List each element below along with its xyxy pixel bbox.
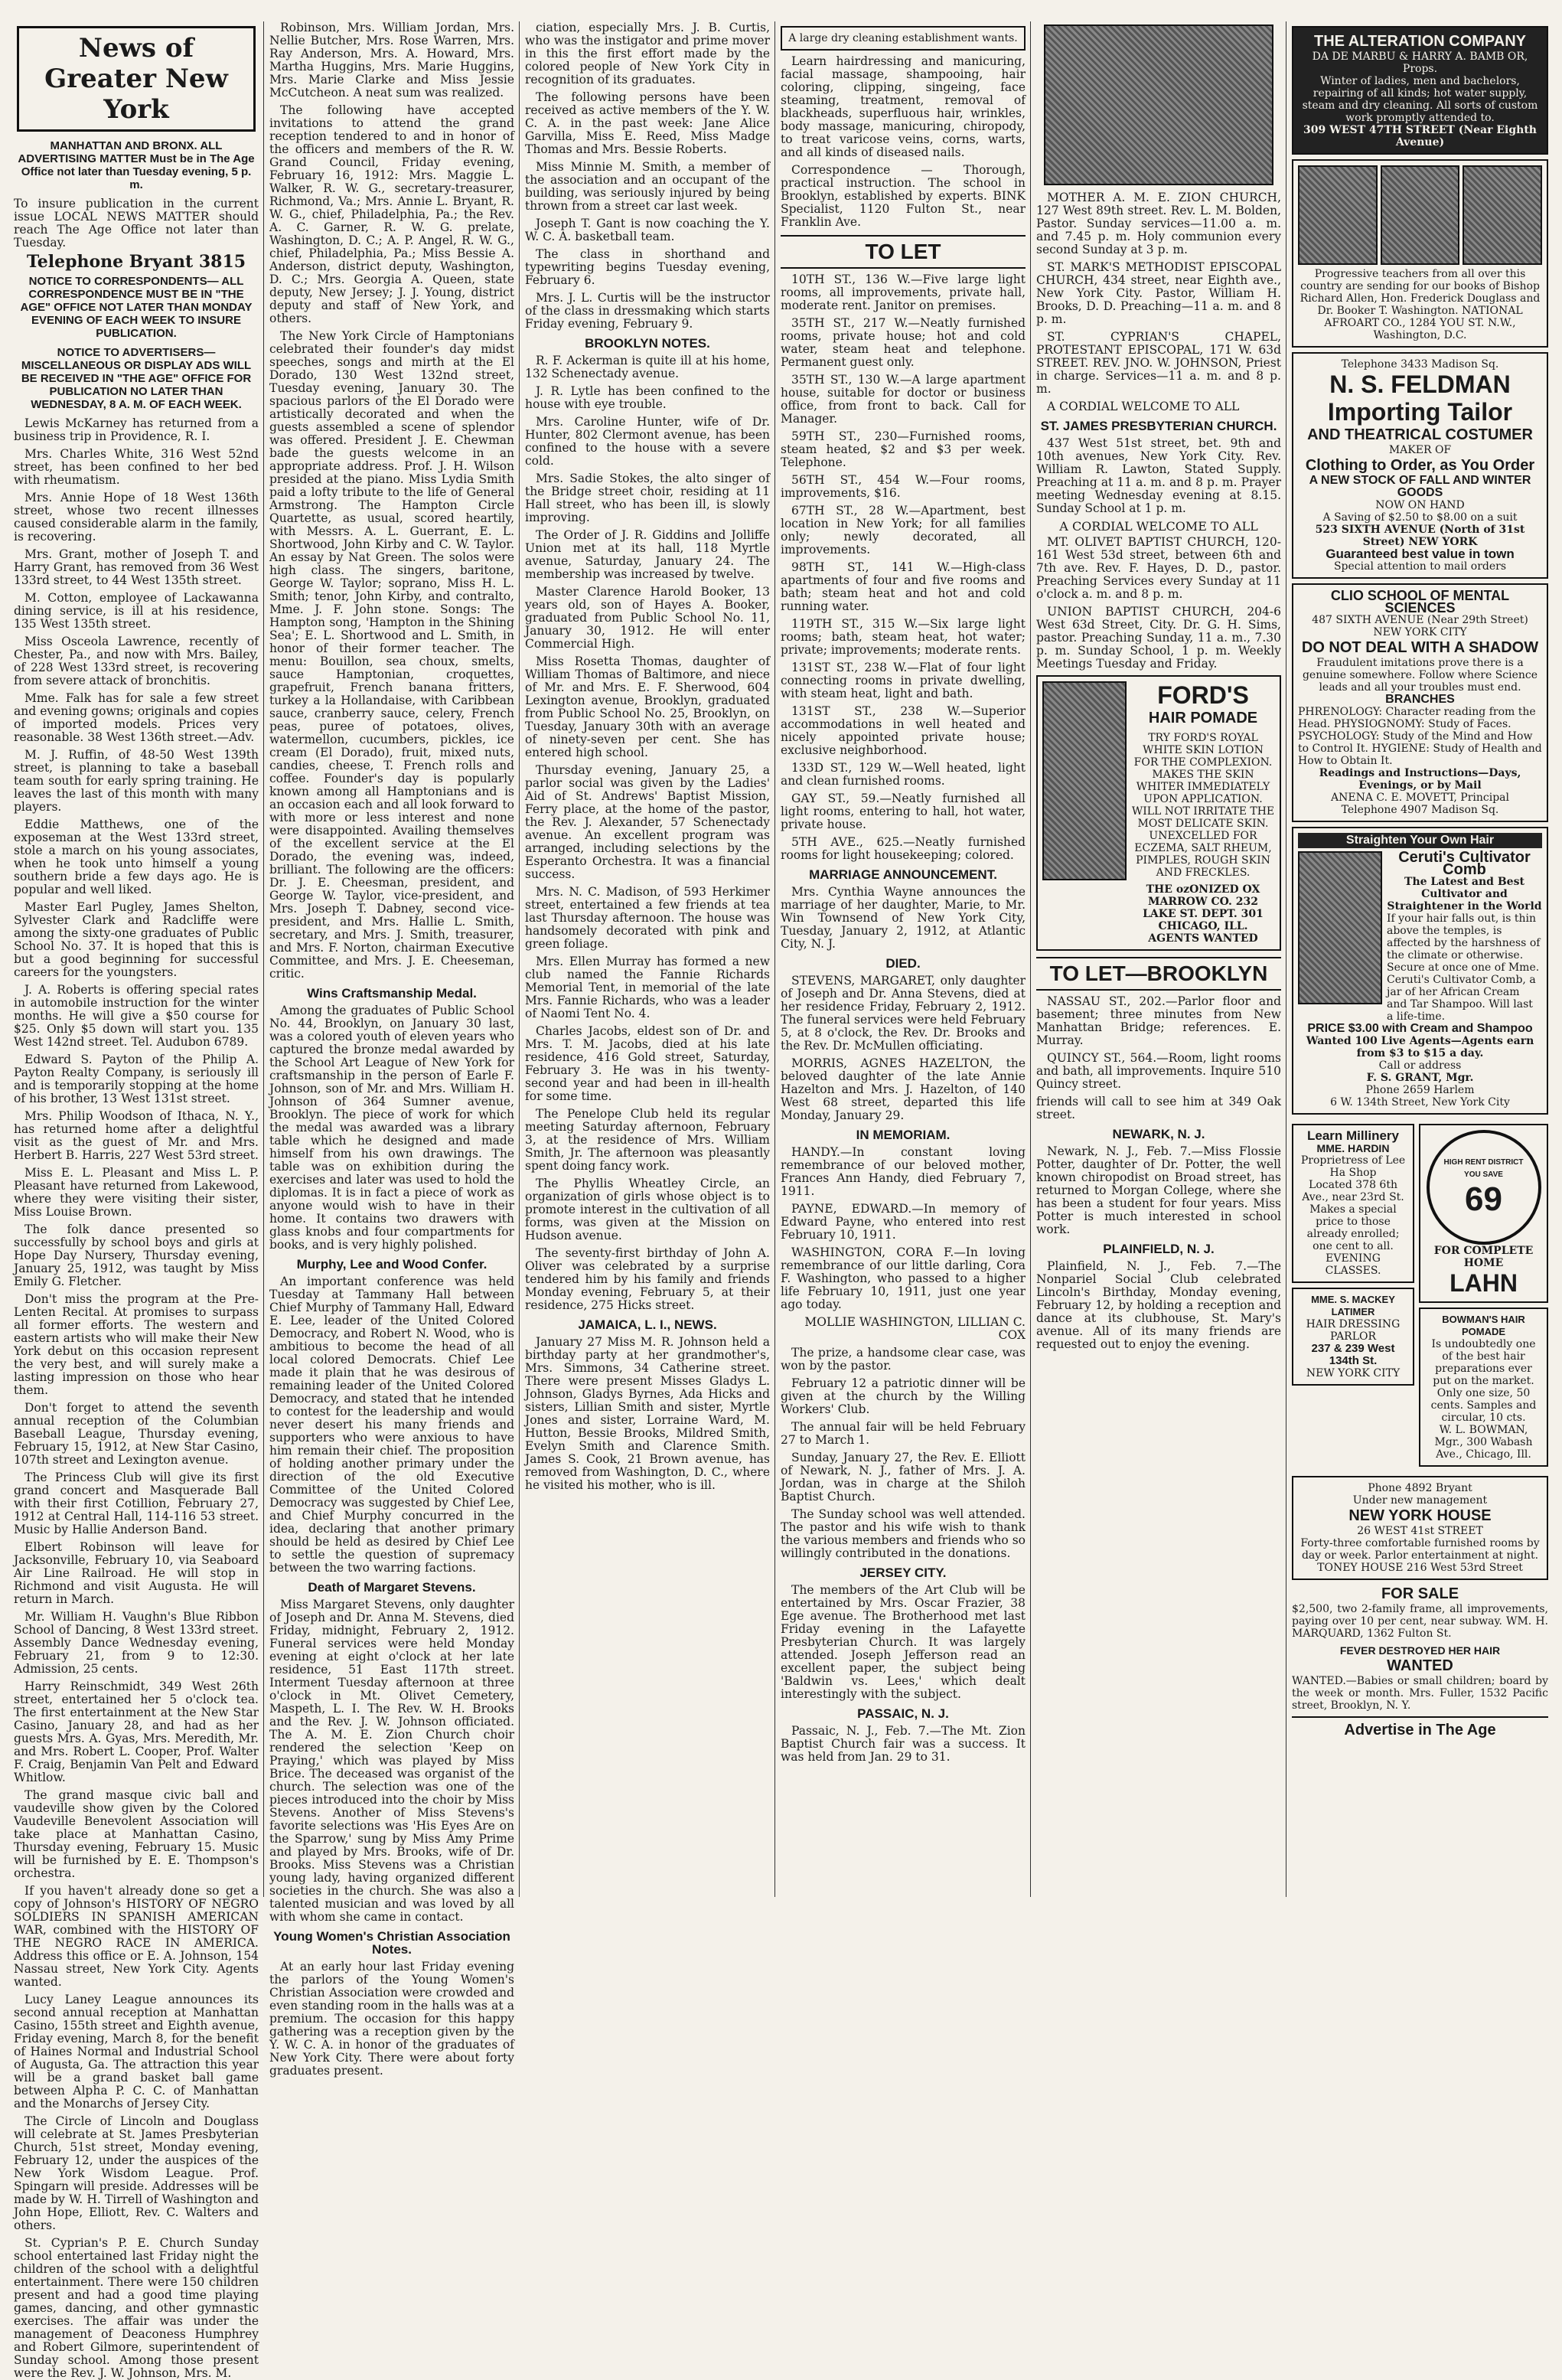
fords-body: TRY FORD'S ROYAL WHITE SKIN LOTION FOR THE COMPLEXION. MAKES THE SKIN WHITER IMMEDIATELY UPON APPLICATION. WILL NOT IRRITATE THE MOST DELICATE SKIN. UNEXCELLED FOR ECZEMA, SALT RHEUM, PIMPLES, ROUGH SKIN AND FRECKLES. <box>1131 732 1275 879</box>
church-notice: A CORDIAL WELCOME TO ALL <box>1047 400 1240 413</box>
latimer-city: NEW YORK CITY <box>1306 1367 1401 1379</box>
memoriam-item: WASHINGTON, CORA F.—In loving remembrance of our little darling, Cora F. Washington, who passed to a higher life February 10, 1911, just one year ago today. <box>781 1246 1026 1311</box>
tolet-listing: NASSAU ST., 202.—Parlor floor and basement; three minutes from New Manhattan Bridge; references. E. Murray. <box>1036 994 1281 1047</box>
story-plainfield: Plainfield, N. J., Feb. 7.—The Nonpariel Social Club celebrated Lincoln's Birthday, Monday evening, February 12, by holding a reception and dance at its clubhouse, St. Mary's avenue. All of its many friends are requested out to enjoy the evening. <box>1036 1259 1281 1351</box>
story-jamaica: January 27 Miss M. R. Johnson held a birthday party at her grandmother's, Mrs. Simmons, 34 Catherine street. There were present Misses Gladys L. Johnson, Gladys Byrnes, Ada Hicks and sisters, Lillian Smith and sister, Myrtle Jones and sister, Lorraine Ward, M. Hutton, Bessie Brooks, Mildred Smith, Evelyn Smith and Clarence Smith. James S. Cook, 21 Brown avenue, has removed from Washington, D. C., where he visited his mother, who is ill. <box>525 1335 770 1492</box>
nyh-addr: 26 WEST 41st STREET <box>1357 1525 1483 1537</box>
alteration-body: Winter of ladies, men and bachelors, repairing of all kinds; hot water supply, steam and dry cleaning. All sorts of custom work promptly attended to. <box>1302 75 1538 124</box>
feldman-special: Special attention to mail orders <box>1333 560 1507 573</box>
tolet-listing: 35TH ST., 217 W.—Neatly furnished rooms, private house; hot and cold water, steam heat and telephone. Permanent guest only. <box>781 316 1026 369</box>
news-item: Mrs. J. L. Curtis will be the instructor of the class in dressmaking which starts Friday evening, February 9. <box>525 291 770 331</box>
news-item: Lewis McKarney has returned from a business trip in Providence, R. I. <box>14 416 259 443</box>
news-item: The New York Circle of Hamptonians celebrated their founder's day midst speeches, songs and mirth at the El Dorado, 130 West 132nd street, Tuesday evening, January 30. The spacious parlors of the El Dorado were artistically decorated and when the guests assembled a scene of splendor was offered. President J. E. Chewman bade the guests welcome in an appropriate address. Prof. J. H. Wilson presided at the piano. Miss Lydia Smith paid a lofty tribute to the life of General Armstrong. The Hampton Circle Quartette, as usual, scored heartily, with Messrs. A. L. Guerrant, E. L. Shortwood, John Kirby and C. W. Taylor. An essay by Nat Green. The solos were high class. The singers, baritone, George W. Taylor; soprano, Miss H. L. Smith; tenor, John Kirby, and contralto, Mme. J. F. John stone. Songs: The Hampton song, 'Hampton in the Shining Sea'; E. L. Shortwood and L. Smith, in honor of their former teacher. The menu: Bouillon, sea choux, smelts, sauce Hamptonian, croquettes, grapefruit, French banana fritters, turkey a la Hollandaise, with Caribbean sauce, cranberry sauce, celery, French peas, puree of potatoes, olives, watermellon, cucumbers, pickles, ice cream (El Dorado), fruit, mixed nuts, candies, cheese, T. French rolls and coffee. Founder's day is popularly known among all Hamptonians and is an occasion each and all look forward to with more or less interest and none were disappointed. Availing themselves of the excellent service at the El Dorado, the evening was, indeed, brilliant. The following are the officers: Dr. J. E. Cheesman, president, and George W. Taylor, vice-president, and Mrs. Joseph T. Dabney, second vice-president, and Mrs. Hallie L. Smith, secretary, and Mrs. J. Smith, treasurer, and Mrs. F. Norton, chairman Executive Committee, and Mrs. J. E. Cheeseman, critic. <box>269 329 514 981</box>
fever-headline: FEVER DESTROYED HER HAIR <box>1339 1644 1501 1657</box>
died-item: STEVENS, MARGARET, only daughter of Joseph and Dr. Anna Stevens, died at her residence Friday, February 2, 1912. The funeral services were held February 5, at 8 o'clock, the Rev. Dr. Brooks and the Rev. Dr. McMullen officiating. <box>781 974 1026 1053</box>
heading-passaic: PASSAIC, N. J. <box>857 1706 949 1721</box>
news-item: Edward S. Payton of the Philip A. Payton Realty Company, is seriously ill and is temporarily stopping at the home of his brother, 13 West 131st street. <box>14 1053 259 1105</box>
column-rule <box>263 21 264 1897</box>
story-marriage: Mrs. Cynthia Wayne announces the marriage of her daughter, Marie, to Mr. Win Townsend of New York City, Tuesday, January 2, 1912, at Atlantic City, N. J. <box>781 885 1026 951</box>
news-item: Miss Osceola Lawrence, recently of Chester, Pa., and now with Mrs. Bailey, of 228 West 133rd street, is recovering from severe attack of bronchitis. <box>14 635 259 687</box>
fords-portrait <box>1042 681 1127 880</box>
clio-branches: BRANCHES <box>1385 693 1455 706</box>
clio-address: 487 SIXTH AVENUE (Near 29th Street) NEW YORK CITY <box>1312 614 1528 638</box>
news-item: Don't miss the program at the Pre-Lenten Recital. At promises to surpass all former efforts. The western and eastern artists who will make their New York debut on this occasion represent the very best, and will surely make a lasting impression on those who hear them. <box>14 1292 259 1397</box>
tolet-listing: 67TH ST., 28 W.—Apartment, best location in New York; for all families only; newly decorated, all improvements. <box>781 504 1026 557</box>
nyh-phone: Phone 4892 Bryant <box>1368 1482 1472 1494</box>
alteration-owners: DA DE MARBU & HARRY A. BAMB OR, Props. <box>1312 51 1528 75</box>
church-notices <box>1036 191 1281 413</box>
heading-murphy: Murphy, Lee and Wood Confer. <box>296 1257 488 1272</box>
tolet-listing: 131ST ST., 238 W.—Superior accommodations in well heated and nicely appointed private house; exclusive neighborhood. <box>781 704 1026 757</box>
alteration-address: 309 WEST 47TH STREET (Near Eighth Avenue) <box>1303 124 1537 149</box>
ad-afroart <box>1292 159 1548 348</box>
column-rule <box>519 21 520 1897</box>
tolet-listing: 59TH ST., 230—Furnished rooms, steam heated, $2 and $3 per week. Telephone. <box>781 429 1026 469</box>
clio-headline: DO NOT DEAL WITH A SHADOW <box>1301 639 1539 656</box>
column-1 <box>14 21 259 2380</box>
hardin-prop: Proprietress of Lee Ha Shop <box>1300 1154 1406 1179</box>
heading-memoriam: IN MEMORIAM. <box>856 1128 951 1142</box>
nyh-mgmt: Under new management <box>1352 1494 1488 1507</box>
tolet-listing: 119TH ST., 315 W.—Six large light rooms; bath, steam heat, hot water; private; improvements; moderate rents. <box>781 617 1026 657</box>
news-item: The class in shorthand and typewriting begins Tuesday evening, February 6. <box>525 247 770 287</box>
ceruti-contact: F. S. GRANT, Mgr. <box>1366 1072 1474 1084</box>
tolet-listing: 131ST ST., 238 W.—Flat of four light connecting rooms in private dwelling, with steam heat, light and bath. <box>781 661 1026 700</box>
col1-news-items <box>14 417 259 2380</box>
heading-newark: NEWARK, N. J. <box>1112 1127 1205 1141</box>
ceruti-tagline: Straighten Your Own Hair <box>1298 833 1542 848</box>
clio-body: Fraudulent imitations prove there is a genuine somewhere. Follow where Science leads and all your troubles must end. <box>1302 657 1538 694</box>
brooklyn-item: The Penelope Club held its regular meeting Saturday afternoon, February 3, at the residence of Mrs. William Smith, Jr. The afternoon was pleasantly spent doing fancy work. <box>525 1107 770 1173</box>
news-item: Miss E. L. Pleasant and Miss L. P. Pleasant have returned from Lakewood, where they were visiting their sister, Miss Louise Brown. <box>14 1166 259 1219</box>
notice-correspondents: NOTICE TO CORRESPONDENTS— ALL CORRESPONDENCE MUST BE IN "THE AGE" OFFICE NOT LATER THAN MONDAY EVENING OF EACH WEEK TO INSURE PUBLICATION. <box>20 275 253 340</box>
lahn-price: 69 <box>1465 1180 1502 1218</box>
brooklyn-item: The Order of J. R. Giddins and Jolliffe Union met at its hall, 118 Myrtle avenue, Saturday, January 24. The membership was increased by twelve. <box>525 528 770 581</box>
portrait-2 <box>1381 165 1460 265</box>
story-stjames: 437 West 51st street, bet. 9th and 10th avenues, New York City. Rev. William R. Lawton, Stated Supply. Preaching at 11 a. m. and 8 p. m. Prayer meeting Wednesday evening at 8.15. Sunday School at 1 p. m. <box>1036 436 1281 515</box>
ceruti-portrait <box>1298 851 1382 1004</box>
brooklyn-item: Charles Jacobs, eldest son of Dr. and Mrs. T. M. Jacobs, died at his late residence, 416 Gold street, Saturday, February 3. He was in his twenty-second year and had been in ill-health for some time. <box>525 1024 770 1103</box>
notice-advertisers: NOTICE TO ADVERTISERS—MISCELLANEOUS OR DISPLAY ADS WILL BE RECEIVED IN "THE AGE" OFFICE FOR PUBLICATION NO LATER THAN WEDNESDAY, 8 A. M. OF EACH WEEK. <box>21 346 252 411</box>
ad-lahn <box>1419 1124 1548 1303</box>
fords-subtitle: HAIR POMADE <box>1148 710 1258 726</box>
story-newark: Newark, N. J., Feb. 7.—Miss Flossie Potter, daughter of Dr. Potter, the well known chiropodist on Broad street, has returned to Morgan College, where she has been a student for four years. Miss Potter is much interested in school work. <box>1036 1144 1281 1236</box>
lahn-circle-text: HIGH RENT DISTRICT YOU SAVE <box>1443 1158 1524 1179</box>
news-item: Mrs. Philip Woodson of Ithaca, N. Y., has returned home after a delightful visit as the guest of Mr. and Mrs. Herbert B. Harris, 227 West 53rd street. <box>14 1109 259 1162</box>
ceruti-sub: The Latest and Best Cultivator and Straightener in the World <box>1387 876 1542 912</box>
portrait-1 <box>1298 165 1378 265</box>
ceruti-agents: Wanted 100 Live Agents—Agents earn from $3 to $15 a day. <box>1306 1035 1534 1059</box>
heading-wins: Wins Craftsmanship Medal. <box>307 986 477 1001</box>
news-item: Harry Reinschmidt, 349 West 26th street, entertained her 5 o'clock tea. The first entertainment at the New Star Casino, January 28, and had as her guests Mrs. A. Gyas, Mrs. Meredith, Mr. and Mrs. Robert L. Cooper, Prof. Walter F. Craig, Benjamin Van Pelt and Edward Whitlow. <box>14 1680 259 1784</box>
tolet-listing: 133D ST., 129 W.—Well heated, light and clean furnished rooms. <box>781 761 1026 788</box>
brooklyn-item: Mrs. Sadie Stokes, the alto singer of the Bridge street choir, residing at 11 Hall street, who has been ill, is slowly improving. <box>525 472 770 524</box>
brooklyn-item: Mrs. N. C. Madison, of 593 Herkimer street, entertained a few friends at tea last Thursday afternoon. The house was handsomely decorated with pink and green foliage. <box>525 885 770 951</box>
heading-tolet: TO LET <box>781 235 1026 269</box>
ad-latimer <box>1292 1288 1414 1386</box>
feldman-name: N. S. FELDMAN <box>1329 371 1511 398</box>
heading-tolet-brooklyn: TO LET—BROOKLYN <box>1036 957 1281 991</box>
hardin-title: Learn Millinery <box>1307 1128 1399 1143</box>
memoriam-signature: MOLLIE WASHINGTON, LILLIAN C. COX <box>804 1315 1026 1342</box>
news-item: Elbert Robinson will leave for Jacksonville, February 10, via Seaboard Air Line Railroad. He will stop in Richmond and visit Augusta. He will return in March. <box>14 1540 259 1606</box>
feldman-now: NOW ON HAND <box>1375 499 1465 511</box>
news-item: Correspondence — Thorough, practical instruction. The school in Brooklyn, established by experts. BINK Specialist, 1120 Fulton St., near Franklin Ave. <box>781 163 1026 229</box>
news-item: The Sunday school was well attended. The pastor and his wife wish to thank the various members and friends who so willingly contributed in the donations. <box>781 1507 1026 1560</box>
story-ywca: At an early hour last Friday evening the parlors of the Young Women's Christian Association were crowded and even standing room in the halls was at a premium. The occasion for this happy gathering was a reception given by the Y. W. C. A. in honor of the graduates of New York City. There were about forty graduates present. <box>269 1960 514 2078</box>
quincy-note: friends will call to see him at 349 Oak street. <box>1036 1095 1281 1121</box>
ceruti-call: Call or address <box>1378 1059 1462 1072</box>
col4-hairdressing-items <box>781 55 1026 229</box>
notice-union: UNION BAPTIST CHURCH, 204-6 West 63d Street, City. Dr. G. H. Sims, pastor. Preaching Sunday, 11 a. m., 7.30 p. m. Sunday School, 1 p. m. Weekly Meetings Tuesday and Friday. <box>1036 605 1281 671</box>
col4-lower-items <box>781 1347 1026 1560</box>
tolet-brooklyn-listings <box>1036 995 1281 1091</box>
news-item: The following have accepted invitations to attend the grand reception tendered to and in honor of the officers and members of the R. W. Grand Council, Friday evening, February 16, 1912: Mrs. Maggie L. Walker, R. W. G., secretary-treasurer, Richmond, Va.; Mrs. Annie L. Bryant, R. W. G., chief, Philadelphia, Pa.; the Rev. A. C. Garner, R. W. G. prelate, Washington, D. C.; A. P. Angel, R. W. G., chief, Philadelphia, Pa.; Miss Bessie A. Anderson, district deputy, Washington, D. C.; Mrs. Georgia A. Queen, state deputy, New Jersey; J. J. Young, district deputy and staff of New York, and others. <box>269 103 514 325</box>
masthead-title: News of Greater New York <box>44 33 228 125</box>
hardin-name: MME. HARDIN <box>1316 1142 1390 1154</box>
news-item: Eddie Matthews, one of the exposeman at the West 133rd street, stole a march on his young associates, when he took unto himself a young southern bride a few days ago. He is popular and well liked. <box>14 818 259 896</box>
fords-address: THE ozONIZED OX MARROW CO. 232 LAKE ST. DEPT. 301 CHICAGO, ILL. AGENTS WANTED <box>1143 883 1264 945</box>
wanted-title: WANTED <box>1387 1657 1453 1674</box>
ad-clio-school <box>1292 583 1548 822</box>
feldman-stock: A NEW STOCK OF FALL AND WINTER GOODS <box>1309 474 1531 499</box>
lahn-circle <box>1427 1130 1541 1245</box>
news-item: Mr. William H. Vaughn's Blue Ribbon School of Dancing, 8 West 133rd street. Assembly Dance Wednesday evening, February 21, from 9 to 12:30. Admission, 25 cents. <box>14 1610 259 1676</box>
heading-marriage: MARRIAGE ANNOUNCEMENT. <box>809 867 997 882</box>
bowman-addr: W. L. BOWMAN, Mgr., 300 Wabash Ave., Chicago, Ill. <box>1434 1424 1533 1461</box>
forsale-body: $2,500, two 2-family frame, all improvements, paying over 10 per cent, near subway. WM. H. MARQUARD, 1362 Fulton St. <box>1292 1603 1548 1640</box>
tolet-listing: 5TH AVE., 625.—Neatly furnished rooms for light housekeeping; colored. <box>781 835 1026 862</box>
feldman-phone: Telephone 3433 Madison Sq. <box>1341 358 1499 371</box>
clio-readings: Readings and Instructions—Days, Evenings, or by Mail <box>1319 767 1521 792</box>
feldman-guarantee: Guaranteed best value in town <box>1326 547 1515 561</box>
church-notice: ST. CYPRIAN'S CHAPEL, PROTESTANT EPISCOPAL, 171 W. 63d STREET. REV. JNO. W. JOHNSON, Priest in charge. Services—11 a. m. and 8 p. m. <box>1036 330 1281 396</box>
heading-brooklyn: BROOKLYN NOTES. <box>585 336 710 351</box>
heading-jersey: JERSEY CITY. <box>859 1565 947 1580</box>
ad-dry-cleaning <box>781 26 1026 51</box>
clio-name: CLIO SCHOOL OF MENTAL SCIENCES <box>1330 588 1510 615</box>
column-6-ads <box>1292 21 1548 1897</box>
news-item: The prize, a handsome clear case, was won by the pastor. <box>781 1346 1026 1373</box>
column-5 <box>1036 21 1281 1897</box>
advertise-banner: Advertise in The Age <box>1292 1716 1548 1739</box>
column-3 <box>525 21 770 1897</box>
memoriam-item: PAYNE, EDWARD.—In memory of Edward Payne, who entered into rest February 10, 1911. <box>781 1202 1026 1242</box>
fords-title: FORD'S <box>1157 681 1249 709</box>
column-2 <box>269 21 514 2078</box>
portrait-3 <box>1463 165 1542 265</box>
masthead <box>17 26 256 132</box>
feldman-maker: MAKER OF <box>1388 444 1452 456</box>
ceruti-addr: 6 W. 134th Street, New York City <box>1330 1096 1510 1108</box>
ad-feldman <box>1292 352 1548 579</box>
nyh-body: Forty-three comfortable furnished rooms by day or week. Parlor entertainment at night. <box>1300 1537 1540 1562</box>
heading-plainfield: PLAINFIELD, N. J. <box>1103 1242 1215 1256</box>
news-item: The grand masque civic ball and vaudeville show given by the Colored Vaudeville Benevolent Association will take place at Manhattan Casino, Thursday evening, February 15. Music will be furnished by E. E. Thompson's orchestra. <box>14 1788 259 1880</box>
notice-olivet: MT. OLIVET BAPTIST CHURCH, 120-161 West 53d street, between 6th and 7th ave. Rev. F. Hayes, D. D., pastor. Preaching Services every Sunday at 11 o'clock a. m. and 8 p. m. <box>1036 535 1281 601</box>
nyh-name: NEW YORK HOUSE <box>1348 1507 1492 1524</box>
news-item: The following persons have been received as active members of the Y. W. C. A. in the past week: Jane Alice Garvilla, Miss E. Reed, Miss Madge Thomas and Mrs. Bessie Roberts. <box>525 90 770 156</box>
afroart-text: Progressive teachers from all over this country are sending for our books of Bishop Richard Allen, Hon. Frederick Douglass and Dr. Booker T. Washington. NATIONAL AFROART CO., 1284 YOU ST. N.W., Washington, D.C. <box>1299 268 1541 341</box>
news-item: Mrs. Grant, mother of Joseph T. and Harry Grant, has removed from 36 West 133rd street, to 44 West 135th street. <box>14 547 259 587</box>
news-item: Robinson, Mrs. William Jordan, Mrs. Nellie Butcher, Mrs. Rose Warren, Mrs. Ray Anderson, Mrs. A. Howard, Mrs. Martha Huggins, Mrs. Marie Huggins, Mrs. Marie Clarke and Miss Jessie McCutcheon. A neat sum was realized. <box>269 21 514 100</box>
church-notice: MOTHER A. M. E. ZION CHURCH, 127 West 89th street. Rev. L. M. Bolden, Pastor. Sunday services—11.00 a. m. and 7.45 p. m. Holy communion every second Sunday at 3 p. m. <box>1036 191 1281 256</box>
latimer-sub: HAIR DRESSING PARLOR <box>1306 1318 1401 1343</box>
news-item: Miss Minnie M. Smith, a member of the association and an occupant of the building, was seriously injured by being thrown from a street car last week. <box>525 160 770 213</box>
column-4 <box>781 21 1026 1897</box>
heading-died: DIED. <box>885 956 921 971</box>
alteration-title: THE ALTERATION COMPANY <box>1313 33 1527 50</box>
bowman-title: BOWMAN'S HAIR POMADE <box>1442 1314 1525 1337</box>
news-item: Mrs. Annie Hope of 18 West 136th street, whose two recent illnesses caused considerable alarm in the family, is recovering. <box>14 491 259 544</box>
news-item: Mme. Falk has for sale a few street and evening gowns; originals and copies of imported models. Prices very reasonable. 38 West 136th street.—Adv. <box>14 691 259 744</box>
ad-ceruti <box>1292 827 1548 1115</box>
news-item: Learn hairdressing and manicuring, facial massage, shampooing, hair coloring, clipping, singeing, face steaming, treatment, removal of blackheads, superfluous hair, wrinkles, body massage, manicuring, chiropody, to treat varicose veins, corns, warts, and all kinds of diseased nails. <box>781 54 1026 159</box>
news-item: Lucy Laney League announces its second annual reception at Manhattan Casino, 155th street and Eighth avenue, Friday evening, March 8, for the benefit of Haines Normal and Industrial School of Augusta, Ga. The attraction this year will be a grand basket ball game between Alpha P. C. C. of Manhattan and the Monarchs of Jersey City. <box>14 1993 259 2111</box>
story-wins: Among the graduates of Public School No. 44, Brooklyn, on January 30 last, was a colored youth of eleven years who captured the bronze medal awarded by the School Art League of New York for craftsmanship in the person of Earle F. Johnson, son of Mr. and Mrs. William H. Johnson of 364 Sumner avenue, Brooklyn. The piece of work for which the medal was awarded was a library table which he designed and made himself from his own drawings. The table was on exhibition during the exercises and later was used to hold the diplomas. It is in fact a piece of work as anyone would wish to have in their home. It contains two drawers with glass knobs and four compartments for books, and is very highly polished. <box>269 1004 514 1252</box>
news-item: The folk dance presented so successfully by school boys and girls at Hope Day Nursery, Thursday evening, January 25, 1912, was taught by Miss Emily G. Fletcher. <box>14 1223 259 1288</box>
feldman-saving: A Saving of $2.50 to $8.00 on a suit <box>1322 511 1518 524</box>
died-items <box>781 975 1026 1122</box>
ad-dry-cleaning-text: A large dry cleaning establishment wants. <box>788 32 1018 44</box>
story-murphy: An important conference was held Tuesday at Tammany Hall between Chief Murphy of Tammany Hall, Edward E. Lee, leader of the United Colored Democracy, and Robert N. Wood, who is ambitious to become the head of all local colored Democrats. Chief Lee made it plain that he was desirous of remaining leader of the United Colored Democracy, and stated that he intended to contest for the leadership and would never desert his many friends and supporters who were anxious to have him remain their chief. The proposition of holding another primary under the direction of the old Executive Committee of the United Colored Democracy was suggested by Chief Lee, and Chief Murphy concurred in the idea, declaring that another primary should be held as desired by Chief Lee to settle the question of supremacy between the two warring factions. <box>269 1275 514 1575</box>
brooklyn-item: R. F. Ackerman is quite ill at his home, 132 Schenectady avenue. <box>525 354 770 380</box>
brooklyn-item: Master Clarence Harold Booker, 13 years old, son of Hayes A. Booker, graduated from Public School No. 11, January 30, 1912. He will enter Commercial High. <box>525 585 770 651</box>
lahn-name: LAHN <box>1449 1269 1518 1297</box>
story-death: Miss Margaret Stevens, only daughter of Joseph and Dr. Anna M. Stevens, died Friday, midnight, February 2, 1912. Funeral services were held Monday evening at eight o'clock at her late residence, 51 East 117th street. Interment Tuesday afternoon at three o'clock in Mt. Olivet Cemetery, Maspeth, L. I. The Rev. W. H. Brooks and the Rev. J. W. Johnson officiated. The A. M. E. Zion Church choir rendered the selection 'Keep on Praying,' which was played by Miss Brice. The deceased was organist of the church. The selection was one of the pieces introduced into the choir by Miss Stevens. Another of Miss Stevens's favorite selections was 'His Eyes Are on the Sparrow,' sung by Miss Amy Prime and played by Mrs. Brooks, wife of Dr. Brooks. Miss Stevens was a Christian young lady, having organized different societies in the church. She was also a talented musician and was loved by all with whom she came in contact. <box>269 1598 514 1924</box>
heading-death: Death of Margaret Stevens. <box>308 1580 476 1595</box>
column-rule <box>1030 21 1031 1897</box>
ad-fords-pomade <box>1036 675 1281 951</box>
feldman-line1: Importing Tailor <box>1327 398 1513 426</box>
tolet-listings <box>781 273 1026 862</box>
newspaper-page <box>14 21 1548 2380</box>
news-item: Don't forget to attend the seventh annual reception of the Columbian Baseball League, Thursday evening, February 15, 1912, at New Star Casino, 107th street and Lexington avenue. <box>14 1401 259 1467</box>
ceruti-body: If your hair falls out, is thin above the temples, is affected by the harshness of the climate or otherwise. Secure at once one of Mme. Ceruti's Cultivator Comb, a jar of her African Cream and Tar Shampoo. Will last a life-time. <box>1387 912 1541 1023</box>
tolet-listing: GAY ST., 59.—Neatly furnished all light rooms, entering to hall, hot water, private house. <box>781 792 1026 831</box>
news-item: Mrs. Charles White, 316 West 52nd street, has been confined to her bed with rheumatism. <box>14 447 259 487</box>
news-item: ciation, especially Mrs. J. B. Curtis, who was the instigator and prime mover in this the first effort made by the colored people of New York City in recognition of its graduates. <box>525 21 770 87</box>
brooklyn-item: J. R. Lytle has been confined to the house with eye trouble. <box>525 384 770 411</box>
brooklyn-item: The seventy-first birthday of John A. Oliver was celebrated by a surprise tendered him by his family and friends Monday evening, February 5, at their residence, 275 Hicks street. <box>525 1246 770 1312</box>
tolet-listing: 35TH ST., 130 W.—A large apartment house, suitable for doctor or business office, from front to back. Call for Manager. <box>781 373 1026 426</box>
news-item: St. Cyprian's P. E. Church Sunday school entertained last Friday night the children of the school with a delightful entertainment. There were 150 children present and had a good time playing games, dancing, and other gymnastic exercises. The affair was under the management of Deaconess Humphrey and Robert Gilmore, superintendent of Sunday school. Among those present were the Rev. J. W. Johnson, Mrs. M. <box>14 2236 259 2380</box>
news-item: The Princess Club will give its first grand concert and Masquerade Ball with their first Cotillion, February 27, 1912 at Central Hall, 114-116 53 street. Music by Hallie Anderson Band. <box>14 1471 259 1536</box>
news-item: The annual fair will be held February 27 to March 1. <box>781 1420 1026 1447</box>
heading-stjames: ST. JAMES PRESBYTERIAN CHURCH. <box>1040 419 1277 433</box>
news-item: J. A. Roberts is offering special rates in automobile instruction for the winter months. He will give a $50 course for $25. Only $5 down will start you. 135 West 142nd street. Tel. Audubon 6789. <box>14 983 259 1049</box>
clio-branch-list: PHRENOLOGY: Character reading from the Head. PHYSIOGNOMY: Study of Faces. PSYCHOLOGY: Study of the Mind and How to Control It. HYGIENE: Study of Health and How to Obtain It. <box>1298 706 1542 767</box>
news-item: Master Earl Pugley, James Shelton, Sylvester Clark and Radcliffe were among the sixty-one graduates of Public School No. 37. It is hoped that this is but a good beginning for successful careers for the youngsters. <box>14 900 259 979</box>
clio-principal: ANENA C. E. MOVETT, Principal <box>1330 792 1509 804</box>
tolet-listing: 10TH ST., 136 W.—Five large light rooms, all improvements, private hall, moderate rent. Janitor on premises. <box>781 273 1026 312</box>
church-notice: ST. MARK'S METHODIST EPISCOPAL CHURCH, 434 street, near Eighth ave., New York City. Pastor, William H. Brooks, D. D. Preaching—11 a. m. and 8 p. m. <box>1036 260 1281 326</box>
notice-manhattan: MANHATTAN AND BRONX. ALL ADVERTISING MATTER Must be in The Age Office not later than Tuesday evening, 5 p. m. <box>18 139 255 191</box>
brooklyn-item: The Phyllis Wheatley Circle, an organization of girls whose object is to promote interest in the cultivation of all forms, was given at the Mission on Hudson avenue. <box>525 1177 770 1242</box>
ceruti-price: PRICE $3.00 with Cream and Shampoo <box>1307 1022 1533 1035</box>
telephone-bryant: Telephone Bryant 3815 <box>26 252 246 272</box>
notice-insure: To insure publication in the current issue LOCAL NEWS MATTER should reach The Age Office not later than Tuesday. <box>14 197 259 250</box>
feldman-line3: Clothing to Order, as You Order <box>1305 457 1535 474</box>
nyh-toney: TONEY HOUSE 216 West 53rd Street <box>1317 1562 1523 1574</box>
forsale-title: FOR SALE <box>1381 1585 1459 1602</box>
bowman-body: Is undoubtedly one of the best hair preparations ever put on the market. Only one size, 50 cents. Samples and circular, 10 cts. <box>1430 1338 1537 1424</box>
latimer-addr: 237 & 239 West 134th St. <box>1311 1342 1395 1367</box>
clio-telephone: Telephone 4907 Madison Sq. <box>1341 804 1499 816</box>
col2-news-items <box>269 21 514 981</box>
brooklyn-item: Mrs. Ellen Murray has formed a new club named the Fannie Richards Memorial Tent, in memorial of the late Mrs. Fannie Richards, who was a leader of Naomi Tent No. 4. <box>525 955 770 1020</box>
story-jersey: The members of the Art Club will be entertained by Mrs. Oscar Frazier, 38 Ege avenue. The Brotherhood met last Friday evening in the Lafayette Presbyterian Church. It was largely attended. Joseph Jefferson read an excellent paper, the subject being 'Baldwin vs. Lees,' which dealt interestingly with the subject. <box>781 1583 1026 1701</box>
ceruti-name: Ceruti's Cultivator Comb <box>1398 849 1531 878</box>
died-item: MORRIS, AGNES HAZELTON, the beloved daughter of the late Annie Hazelton and Mrs. J. Hazelton, of 140 West 68 street, departed this life Monday, January 29. <box>781 1056 1026 1122</box>
heading-ywca: Young Women's Christian Association Notes. <box>273 1929 510 1957</box>
news-item: M. J. Ruffin, of 48-50 West 139th street, is planning to take a baseball team south for early spring training. He leaves the last of this month with many players. <box>14 748 259 814</box>
tolet-listing: 98TH ST., 141 W.—High-class apartments of four and five rooms and bath; steam heat and hot and cold running water. <box>781 560 1026 613</box>
news-item: February 12 a patriotic dinner will be given at the church by the Willing Workers' Club. <box>781 1376 1026 1416</box>
hardin-body: Located 378 6th Ave., near 23rd St. Makes a special price to those already enrolled; one cent to all. EVENING CLASSES. <box>1302 1179 1404 1277</box>
ad-new-york-house <box>1292 1476 1548 1580</box>
brooklyn-item: Miss Rosetta Thomas, daughter of William Thomas of Baltimore, and niece of Mr. and Mrs. E. F. Sherwood, 604 Lexington avenue, Brooklyn, graduated from Public School No. 25, Brooklyn, on Tuesday, January 30th with an average of ninety-seven per cent. She has entered high school. <box>525 655 770 759</box>
news-item: Joseph T. Gant is now coaching the Y. W. C. A. basketball team. <box>525 217 770 243</box>
brooklyn-item: Thursday evening, January 25, a parlor social was given by the Ladies' Aid of St. Andrews' Baptist Mission, Ferry place, at the home of the pastor, the Rev. J. Alexander, 57 Schenectady avenue. An excellent program was arranged, including selections by the Esperanto Orchestra. It was a financial success. <box>525 763 770 881</box>
brooklyn-item: Mrs. Caroline Hunter, wife of Dr. Hunter, 802 Clermont avenue, has been confined to the house with a severe cold. <box>525 415 770 468</box>
ad-hardin <box>1292 1124 1414 1283</box>
wanted-body: WANTED.—Babies or small children; board by the week or month. Mrs. Fuller, 1532 Pacific street, Brooklyn, N. Y. <box>1292 1675 1548 1712</box>
story-passaic: Passaic, N. J., Feb. 7.—The Mt. Zion Baptist Church fair was a success. It was held from Jan. 29 to 31. <box>781 1724 1026 1764</box>
memoriam-items <box>781 1146 1026 1311</box>
ad-bowman <box>1419 1308 1548 1467</box>
ceruti-phone: Phone 2659 Harlem <box>1365 1084 1475 1096</box>
stjames-welcome: A CORDIAL WELCOME TO ALL <box>1059 519 1258 534</box>
feldman-line2: AND THEATRICAL COSTUMER <box>1307 426 1533 443</box>
column-rule <box>774 21 775 1897</box>
news-item: If you haven't already done so get a copy of Johnson's HISTORY OF NEGRO SOLDIERS IN SPANISH AMERICAN WAR, combined with the HISTORY OF THE NEGRO RACE IN AMERICA. Address this office or E. A. Johnson, 154 Nassau street, New York City. Agents wanted. <box>14 1884 259 1989</box>
ad-alteration-company <box>1292 26 1548 155</box>
memoriam-item: HANDY.—In constant loving remembrance of our beloved mother, Frances Ann Handy, died February 7, 1911. <box>781 1145 1026 1198</box>
feldman-address: 523 SIXTH AVENUE (North of 31st Street) NEW YORK <box>1315 524 1525 548</box>
church-illustration <box>1044 24 1273 185</box>
tolet-listing: 56TH ST., 454 W.—Four rooms, improvements, $16. <box>781 473 1026 500</box>
heading-jamaica: JAMAICA, L. I., NEWS. <box>578 1317 717 1332</box>
latimer-name: MME. S. MACKEY LATIMER <box>1311 1294 1395 1317</box>
news-item: Sunday, January 27, the Rev. E. Elliott of Newark, N. J., father of Mrs. J. A. Jordan, was in charge at the Shiloh Baptist Church. <box>781 1451 1026 1503</box>
tolet-listing: QUINCY ST., 564.—Room, light rooms and bath, all improvements. Inquire 510 Quincy street. <box>1036 1051 1281 1091</box>
news-item: The Circle of Lincoln and Douglass will celebrate at St. James Presbyterian Church, 51st street, Monday evening, February 12, under the auspices of the New York Wisdom League. Prof. Spingarn will preside. Addresses will be made by W. H. Tirrell of Washington and John Hope, Elliott, Rev. C. Walters and others. <box>14 2114 259 2232</box>
col3-news-items <box>525 21 770 331</box>
brooklyn-items <box>525 354 770 1312</box>
news-item: M. Cotton, employee of Lackawanna dining service, is ill at his residence, 135 West 135th street. <box>14 591 259 631</box>
lahn-label: FOR COMPLETE HOME <box>1433 1245 1534 1269</box>
